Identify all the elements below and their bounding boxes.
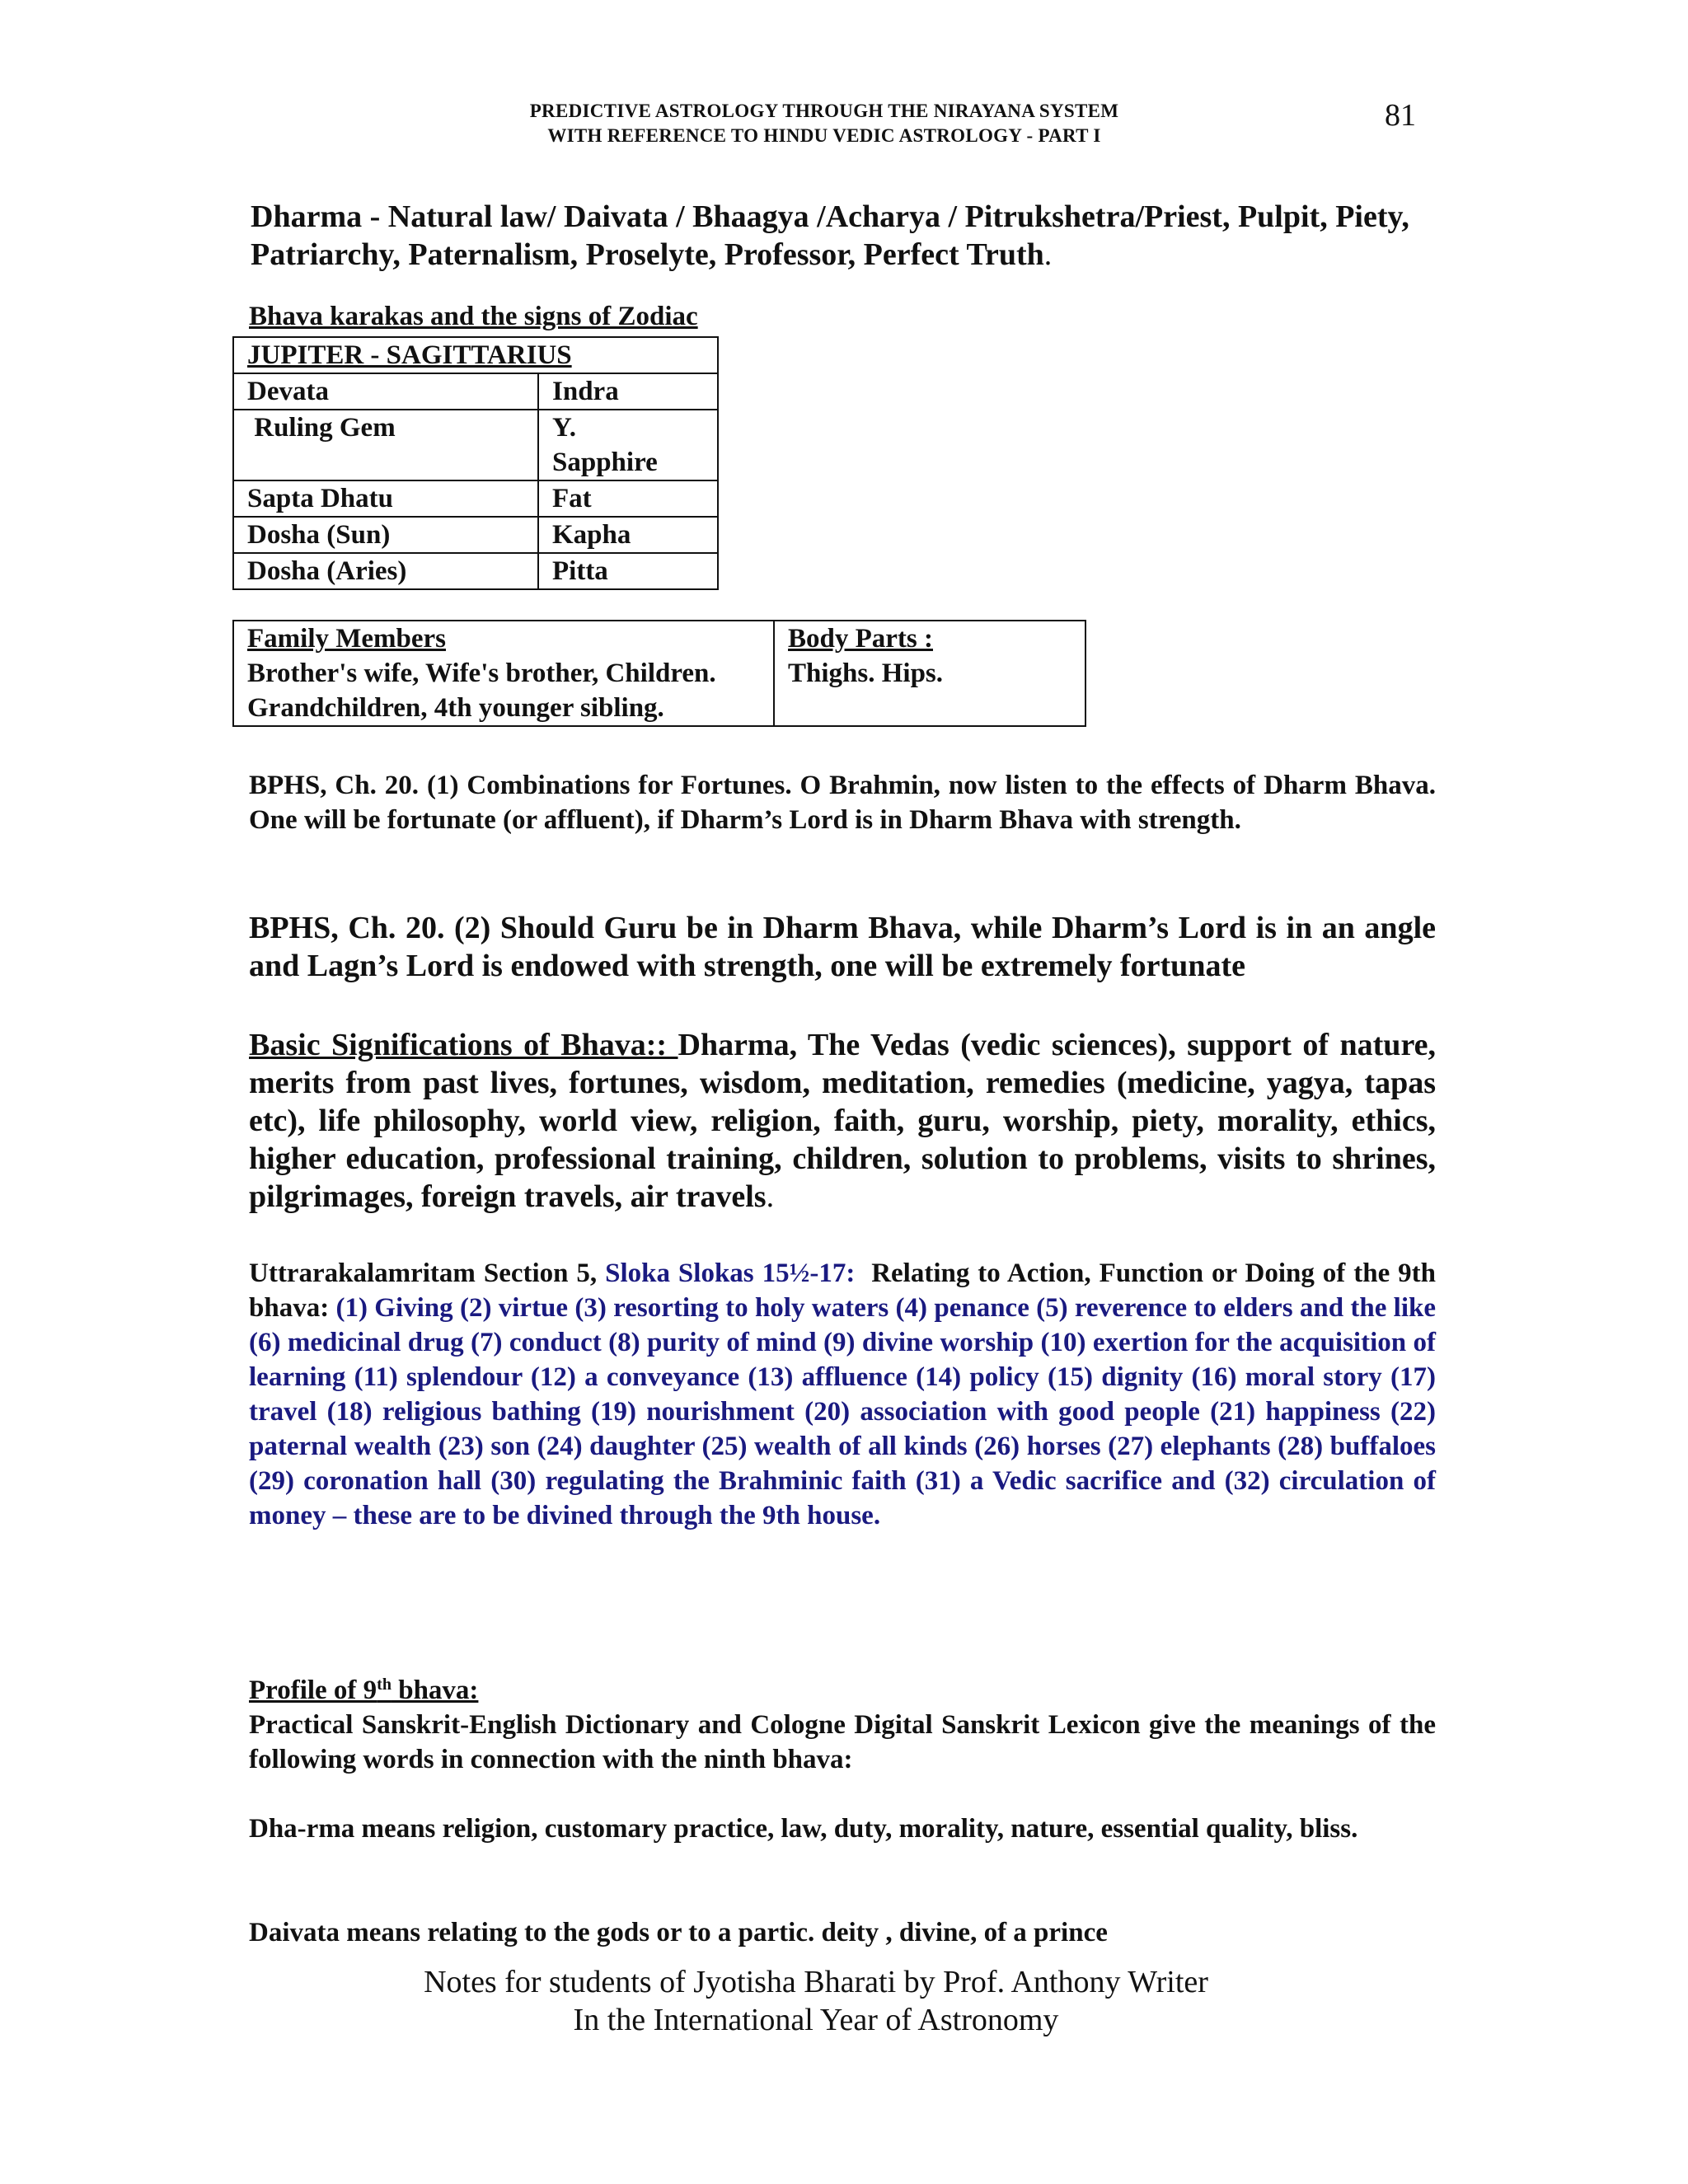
table-cell-value: Fat [538,480,718,517]
table-title: JUPITER - SAGITTARIUS [233,337,718,373]
running-header [412,99,1236,148]
dharma-meaning-paragraph: Dha-rma means religion, customary practice, law, duty, morality, nature, essential quality, bliss. [249,1814,1358,1844]
uttara-intro: Uttrarakalamritam Section 5, [249,1258,606,1288]
jupiter-sagittarius-table [232,336,719,590]
uttara-list: (1) Giving (2) virtue (3) resorting to holy waters (4) penance (5) reverence to elders and the like (6) medicinal drug (7) conduct (8) purity of mind (9) divine worship (10) exertion for the acquisition of learning (11) splendour (12) a conveyance (13) affluence (14) policy (15) dignity (16) moral story (17) travel (18) religious bathing (19) nourishment (20) association with good people (21) happiness (22) paternal wealth (23) son (24) daughter (25) wealth of all kinds (26) horses (27) elephants (28) buffaloes (29) coronation hall (30) regulating the Brahminic faith (31) a Vedic sacrifice and (32) circulation of money – these are to be divined through the 9th house. [249,1293,1436,1530]
body-parts-text: Thighs. Hips. [788,658,944,688]
uttara-mid: Relating to Action, Function or Doing of the 9th bhava: [249,1258,1450,1323]
body-parts-cell [774,621,1085,726]
table-row [233,517,718,553]
table-cell-label: Dosha (Aries) [233,553,538,589]
profile-paragraph: Practical Sanskrit-English Dictionary and Cologne Digital Sanskrit Lexicon give the meanings of the following words in connection with the ninth bhava: [249,1710,1436,1774]
table-caption: Bhava karakas and the signs of Zodiac [249,302,698,331]
uttara-sloka: Sloka Slokas 15½-17: [605,1258,856,1288]
footer-line-1: Notes for students of Jyotisha Bharati by Prof. Anthony Writer [424,1965,1208,1999]
family-members-line-1: Brother's wife, Wife's brother, Children. [247,658,716,688]
table-cell-label: Sapta Dhatu [233,480,538,517]
uttarakalamritam-paragraph [249,1256,1450,1533]
table-row [233,621,1085,726]
table-cell-value: Kapha [538,517,718,553]
page-footer [330,1963,1302,2039]
bphs-paragraph-2: BPHS, Ch. 20. (2) Should Guru be in Dharm Bhava, while Dharm’s Lord is in an angle and Lagn’s Lord is endowed with strength, one will be extremely fortunate [249,911,1436,983]
basic-significations-paragraph [249,1026,1436,1216]
dharma-heading-text: Dharma - Natural law/ Daivata / Bhaagya /Acharya / Pitrukshetra/Priest, Pulpit, Piety, Patriarchy, Paternalism, Proselyte, Professor, Perfect Truth [251,199,1409,272]
bphs-paragraph-1: BPHS, Ch. 20. (1) Combinations for Fortunes. O Brahmin, now listen to the effects of Dharm Bhava. One will be fortunate (or affluent), if Dharm’s Lord is in Dharm Bhava with strength. [249,771,1436,835]
basic-significations-period: . [766,1179,775,1214]
table-row [233,553,718,589]
family-members-line-2: Grandchildren, 4th younger sibling. [247,693,664,723]
dharma-heading [251,198,1437,274]
table-row [233,480,718,517]
table-row [233,410,718,480]
profile-title-pre: Profile of 9 [249,1675,377,1705]
header-line-1: PREDICTIVE ASTROLOGY THROUGH THE NIRAYANA SYSTEM [529,101,1119,121]
table-cell-label: Dosha (Sun) [233,517,538,553]
footer-line-2: In the International Year of Astronomy [573,2003,1059,2037]
table-cell-value: Y. Sapphire [538,410,718,480]
table-title-row [233,337,718,373]
header-line-2: WITH REFERENCE TO HINDU VEDIC ASTROLOGY - PART I [547,125,1101,146]
profile-title-post: bhava: [391,1675,479,1705]
daivata-meaning-paragraph: Daivata means relating to the gods or to a partic. deity , divine, of a prince [249,1918,1108,1947]
profile-title [249,1673,1436,1708]
table-cell-label: Devata [233,373,538,410]
table-row [233,373,718,410]
body-parts-heading: Body Parts : [788,624,933,654]
table-cell-value: Pitta [538,553,718,589]
profile-title-sup: th [377,1675,392,1694]
table-cell-label: Ruling Gem [233,410,538,480]
basic-significations-label: Basic Significations of Bhava:: [249,1028,678,1062]
page-number: 81 [1385,98,1416,133]
family-members-cell [233,621,774,726]
family-members-heading: Family Members [247,624,447,654]
dharma-heading-period: . [1043,237,1053,272]
table-cell-value: Indra [538,373,718,410]
basic-significations-text: Dharma, The Vedas (vedic sciences), support of nature, merits from past lives, fortunes, wisdom, meditation, remedies (medicine, yagya, tapas etc), life philosophy, world view, religion, faith, guru, worship, piety, morality, ethics, higher education, professional training, children, solution to problems, visits to shrines, pilgrimages, foreign travels, air travels [249,1028,1436,1214]
family-body-table [232,620,1086,727]
